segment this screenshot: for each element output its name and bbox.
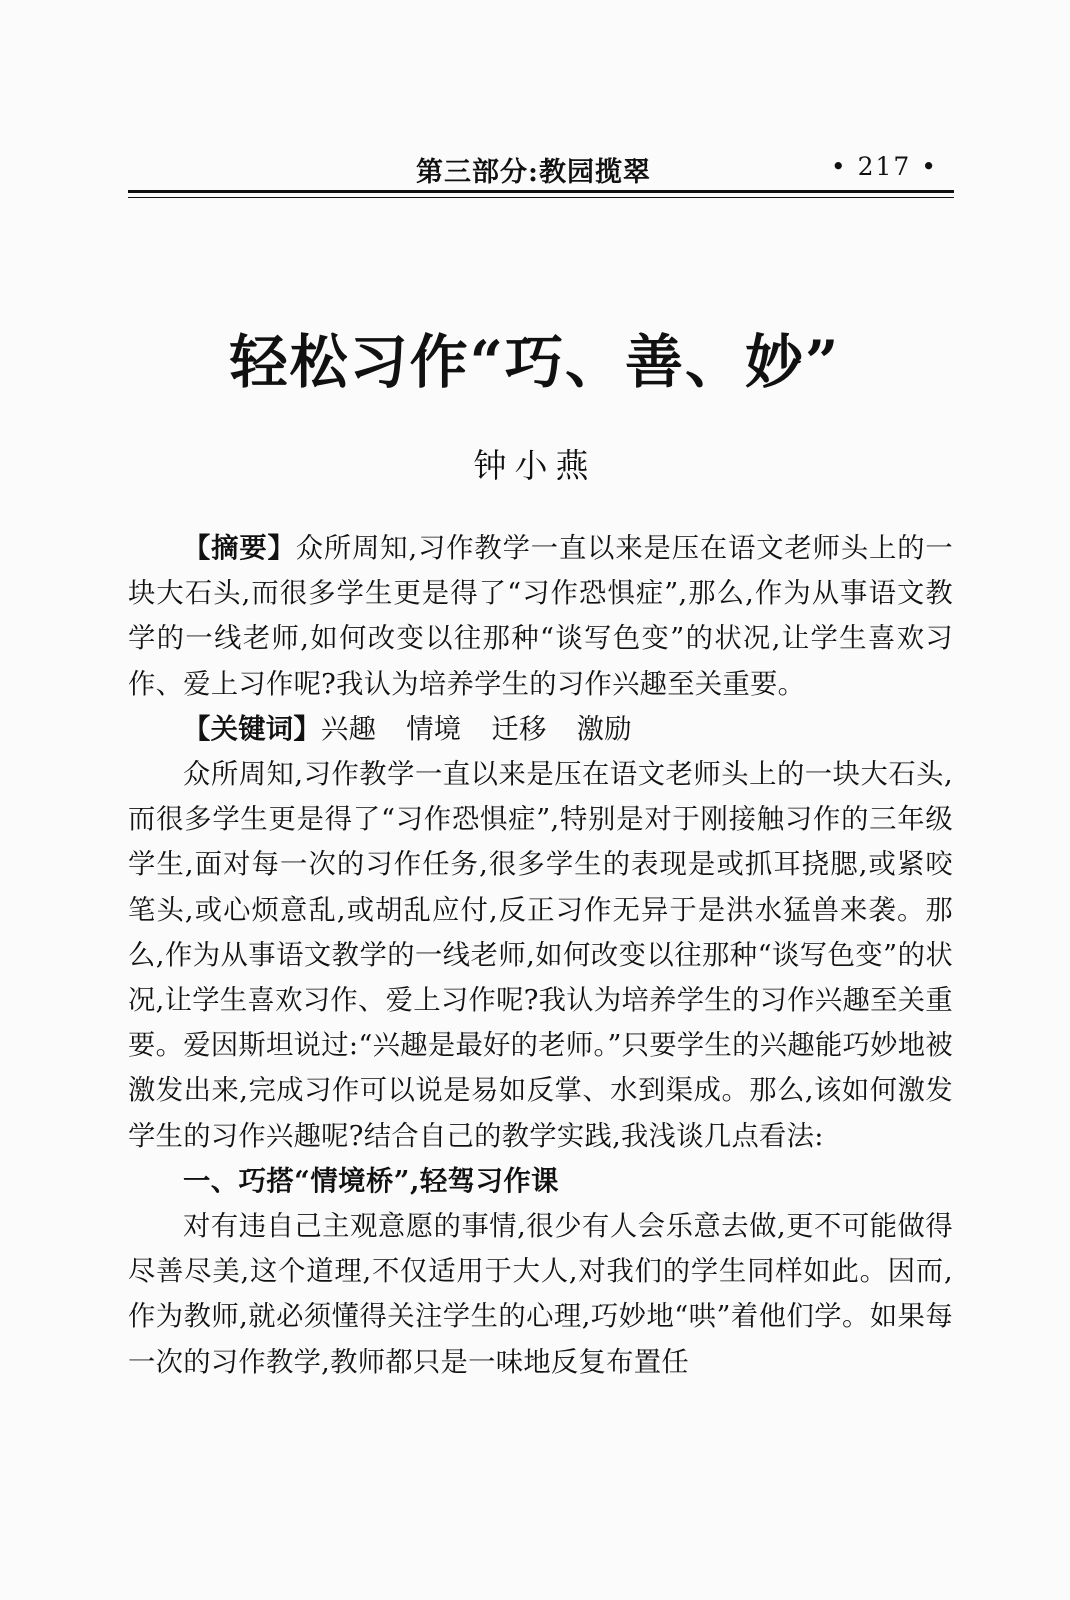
article-body — [128, 526, 953, 1385]
keyword: 兴趣 — [320, 713, 377, 745]
abstract-label: 【摘要】 — [183, 532, 296, 564]
keyword: 迁移 — [491, 713, 547, 745]
body-paragraph: 众所周知,习作教学一直以来是压在语文老师头上的一块大石头,而很多学生更是得了“习作恐惧症”,特别是对于刚接触习作的三年级学生,面对每一次的习作任务,很多学生的表现是或抓耳挠腮,或紧咬笔头,或心烦意乱,或胡乱应付,反正习作无异于是洪水猛兽来袭。那么,作为从事语文教学的一线老师,如何改变以往那种“谈写色变”的状况,让学生喜欢习作、爱上习作呢?我认为培养学生的习作兴趣至关重要。爱因斯坦说过:“兴趣是最好的老师。”只要学生的兴趣能巧妙地被激发出来,完成习作可以说是易如反掌、水到渠成。那么,该如何激发学生的习作兴趣呢?结合自己的教学实践,我浅谈几点看法: — [128, 759, 953, 1152]
keyword: 激励 — [576, 713, 632, 745]
keywords-label: 【关键词】 — [183, 712, 321, 745]
keyword: 情境 — [406, 713, 462, 745]
abstract-text: 众所周知,习作教学一直以来是压在语文老师头上的一块大石头,而很多学生更是得了“习作恐惧症”,那么,作为从事语文教学的一线老师,如何改变以往那种“谈写色变”的状况,让学生喜欢习作、爱上习作呢?我认为培养学生的习作兴趣至关重要。 — [128, 533, 954, 700]
header-rule-thin — [128, 197, 954, 198]
article-title: 轻松习作“巧、善、妙” — [229, 328, 841, 396]
abstract — [128, 526, 953, 707]
keywords — [128, 707, 953, 752]
body-paragraph: 对有违自己主观意愿的事情,很少有人会乐意去做,更不可能做得尽善尽美,这个道理,不仅适用于大人,对我们的学生同样如此。因而,作为教师,就必须懂得关注学生的心理,巧妙地“哄”着他们学。如果每一次的习作教学,教师都只是一味地反复布置任 — [128, 1211, 953, 1378]
article-author: 钟小燕 — [473, 446, 597, 485]
page-number: • 217 • — [830, 152, 938, 181]
section-heading: 一、巧搭“情境桥”,轻驾习作课 — [183, 1164, 559, 1197]
header-rule-thick — [128, 190, 954, 193]
section-title: 第三部分:教园揽翠 — [416, 157, 651, 188]
